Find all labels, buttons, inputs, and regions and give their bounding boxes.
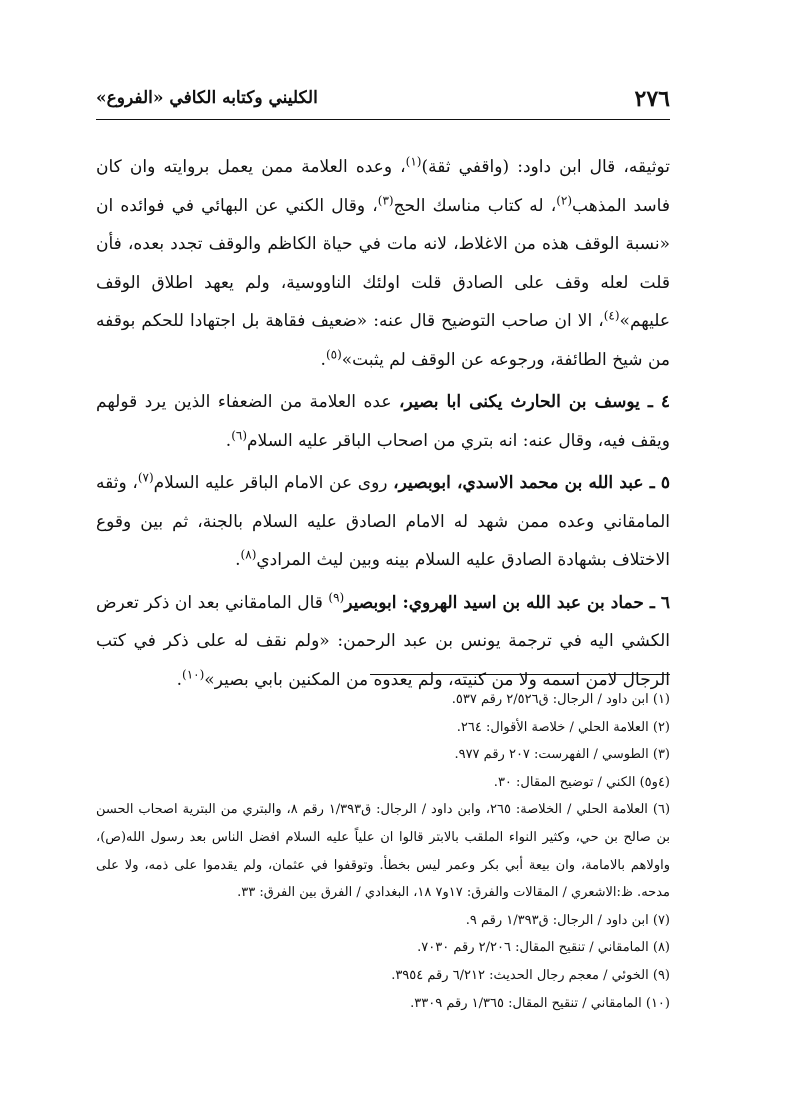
page-header xyxy=(96,78,670,118)
text-run: توثيقه، قال ابن داود: (واقفي ثقة) xyxy=(421,157,670,177)
header-divider xyxy=(96,119,670,120)
footnote-ref: (١) xyxy=(405,154,422,169)
footnotes xyxy=(96,686,670,1017)
running-title: الكليني وكتابه الكافي «الفروع» xyxy=(96,88,318,108)
footnote: (٦) العلامة الحلي / الخلاصة: ٢٦٥، وابن داود / الرجال: ق١/٣٩٣ رقم ٨، والبتري من البترية اصحاب الحسن بن صالح بن حي، وكثير النواء الملقب بالابتر قالوا ان علياً عليه السلام افضل الناس بعد رسول الله(ص)، واولاهم بالامامة، وان بيعة أبي بكر وعمر ليس بخطأ. وتوقفوا في عثمان، ولم يقدموا على ذمه، ولا على مدحه. ظ:الاشعري / المقالات والفرق: ١٧و٧ ١٨، البغدادي / الفرق بين الفرق: ٣٣. xyxy=(96,802,671,901)
entry-heading: ٦ ـ حماد بن عبد الله بن اسيد الهروي: ابوبصير xyxy=(344,592,671,613)
text-run: ، وعده العلامة ممن يعمل بروايته وان كان فاسد المذهب xyxy=(96,157,670,216)
text-run: . xyxy=(235,550,241,570)
main-text xyxy=(96,148,670,699)
footnote-ref: (٧) xyxy=(137,470,154,485)
footnote: (٧) ابن داود / الرجال: ق١/٣٩٣ رقم ٩. xyxy=(465,912,670,928)
text-run: قال المامقاني بعد ان ذكر تعرض الكشي اليه في ترجمة يونس بن عبد الرحمن: «ولم نقف له على ذكر في كتب الرجال لامن اسمه ولا من كنيته، ولم يعدوه من المكنين بابي بصير» xyxy=(96,592,670,690)
entry-heading: ٤ ـ يوسف بن الحارث يكنى ابا بصير، xyxy=(399,392,671,412)
paragraph-entry-4 xyxy=(96,383,670,460)
footnote-ref: (١٠) xyxy=(182,666,205,681)
entry-heading: ٥ ـ عبد الله بن محمد الاسدي، ابوبصير، xyxy=(393,473,671,493)
footnote-ref: (٣) xyxy=(377,192,394,207)
text-run: ، له كتاب مناسك الحج xyxy=(393,195,557,216)
paragraph-entry-5 xyxy=(96,464,670,580)
footnote-divider xyxy=(370,674,670,675)
footnote: (٢) العلامة الحلي / خلاصة الأقوال: ٢٦٤. xyxy=(456,719,670,735)
text-run: . xyxy=(225,430,232,451)
footnote-ref: (٥) xyxy=(325,346,342,361)
footnote-ref: (٩) xyxy=(328,589,345,604)
text-run: عده العلامة من الضعفاء الذين يرد قولهم ويقف فيه، وقال عنه: انه بتري من اصحاب الباقر عليه السلام xyxy=(96,392,670,451)
footnote: (٩) الخوئي / معجم رجال الحديث: ٦/٢١٢ رقم ٣٩٥٤. xyxy=(391,967,670,983)
text-run: ، الا ان صاحب التوضيح قال عنه: «ضعيف فقاهة بل اجتهادا للحكم بوقفه من شيخ الطائفة، ورجوعه عن الوقف لم يثبت» xyxy=(96,311,670,370)
text-run: . xyxy=(176,669,183,690)
footnote: (١٠) المامقاني / تنقيح المقال: ١/٣٦٥ رقم ٣٣٠٩. xyxy=(410,995,670,1011)
text-run: ، وقال الكني عن البهائي في فوائده ان «نسبة الوقف هذه من الاغلاط، لانه مات في حياة الكاظم والوقف تجدد بعده، فأن قلت لعله وقف على الصادق قلت اولئك الناووسية، ولم يعهد اطلاق الوقف عليهم» xyxy=(96,195,670,331)
footnote-ref: (٢) xyxy=(556,192,573,207)
text-run: روى عن الامام الباقر عليه السلام xyxy=(153,473,394,493)
footnote-ref: (٤) xyxy=(603,308,620,323)
footnote: (١) ابن داود / الرجال: ق٢/٥٢٦ رقم ٥٣٧. xyxy=(451,692,670,707)
text-run: ، وثقه المامقاني وعده ممن شهد له الامام الصادق عليه السلام بالجنة، ثم بين وقوع الاختلاف بشهادة الصادق عليه السلام بينه وبين ليث المرادي xyxy=(96,473,670,570)
footnote: (٨) المامقاني / تنقيح المقال: ٢/٢٠٦ رقم ٧٠٣٠. xyxy=(417,940,670,956)
footnote: (٤و٥) الكني / توضيح المقال: ٣٠. xyxy=(493,774,670,790)
footnote-ref: (٦) xyxy=(231,427,248,442)
page-number: ٢٧٦ xyxy=(634,86,670,112)
footnote-ref: (٨) xyxy=(240,547,257,562)
text-run: . xyxy=(320,349,326,370)
paragraph-continuation xyxy=(96,148,670,379)
paragraph-entry-6 xyxy=(96,584,670,700)
footnote: (٣) الطوسي / الفهرست: ٢٠٧ رقم ٩٧٧. xyxy=(454,747,670,763)
